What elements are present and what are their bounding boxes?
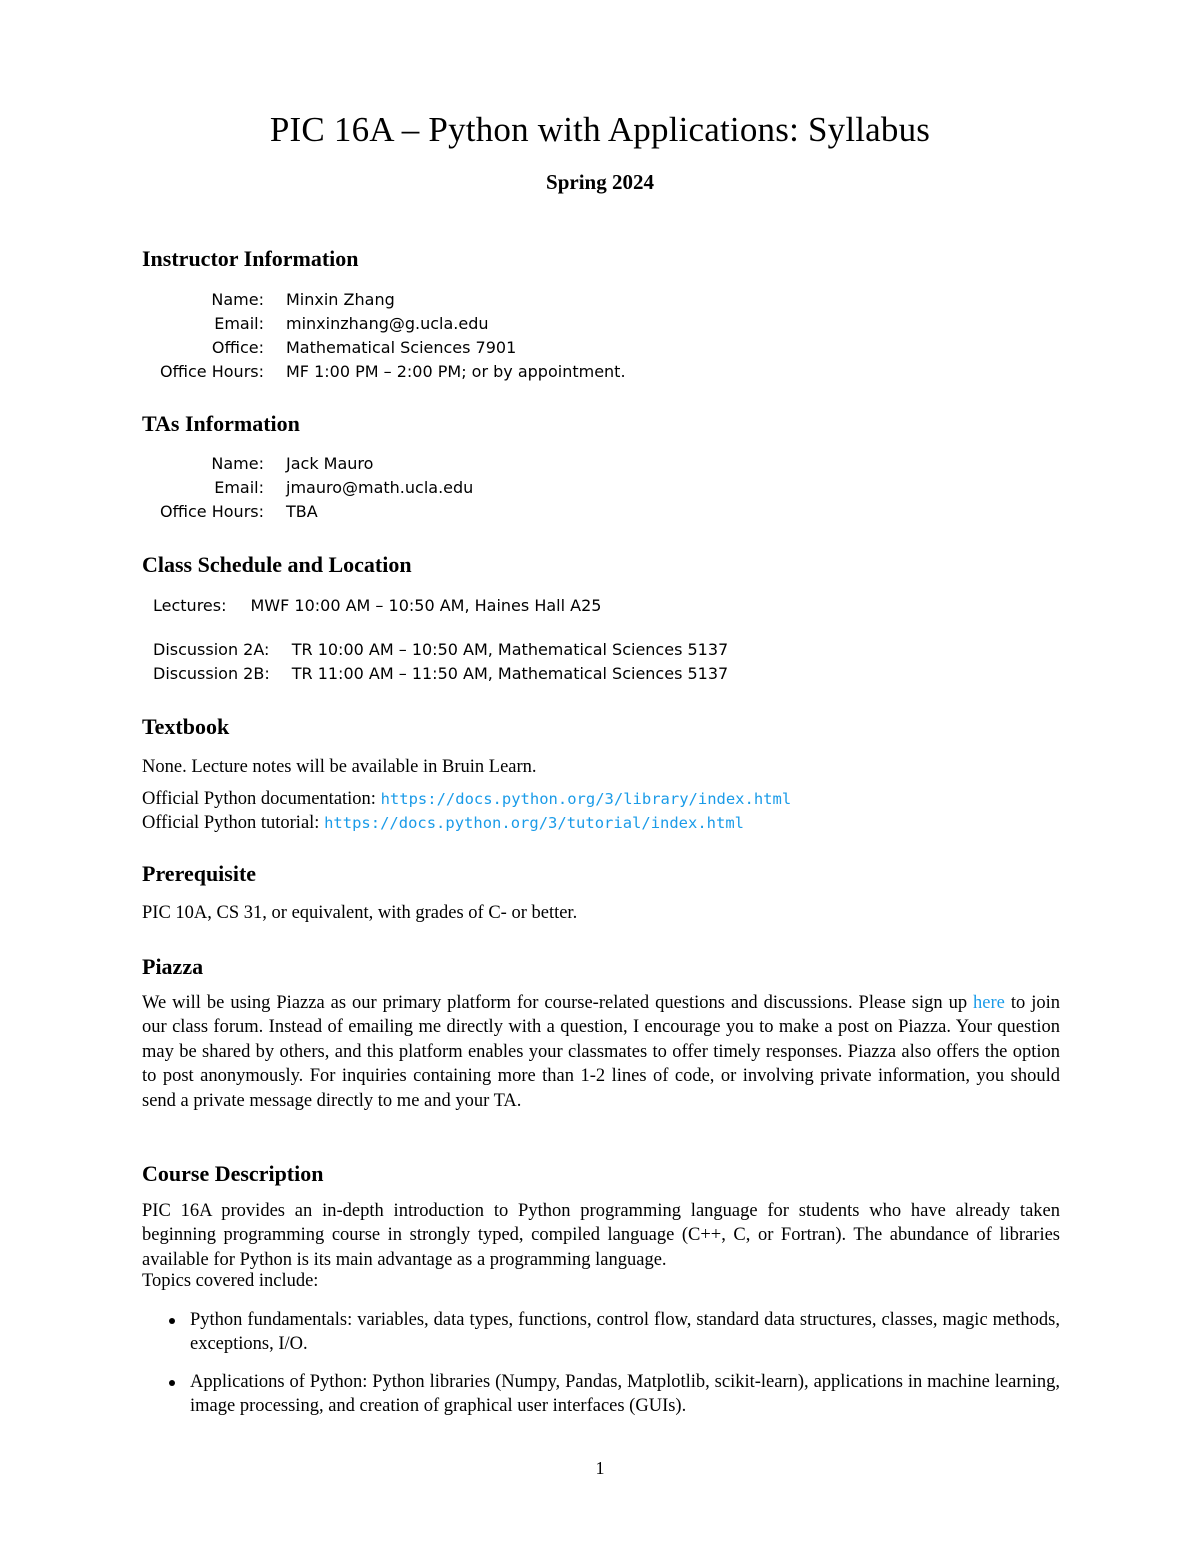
lecture-value: MWF 10:00 AM – 10:50 AM, Haines Hall A25 bbox=[250, 596, 602, 615]
instructor-email-value: minxinzhang@g.ucla.edu bbox=[286, 314, 489, 333]
document-title: PIC 16A – Python with Applications: Syllabus bbox=[269, 110, 931, 149]
piazza-text-before: We will be using Piazza as our primary platform for course-related questions and discussions. Please sign up bbox=[142, 993, 974, 1013]
python-docs-link[interactable]: https://docs.python.org/3/library/index.html bbox=[380, 790, 792, 808]
bullet-dot-icon bbox=[169, 1318, 175, 1324]
discussion-2b-label: Discussion 2B: bbox=[153, 664, 270, 683]
ta-hours-value: TBA bbox=[286, 502, 318, 521]
python-tutorial-link[interactable]: https://docs.python.org/3/tutorial/index.html bbox=[324, 814, 745, 832]
python-docs-label: Official Python documentation: bbox=[142, 789, 381, 809]
piazza-signup-link[interactable]: here bbox=[973, 993, 1005, 1013]
textbook-heading: Textbook bbox=[142, 714, 230, 739]
instructor-info-table bbox=[150, 288, 626, 384]
instructor-hours-value: MF 1:00 PM – 2:00 PM; or by appointment. bbox=[286, 362, 626, 381]
topics-list bbox=[142, 1308, 1060, 1432]
python-docs-line bbox=[142, 787, 791, 811]
term-subtitle: Spring 2024 bbox=[546, 170, 654, 194]
schedule-heading: Class Schedule and Location bbox=[142, 552, 412, 577]
prerequisite-text: PIC 10A, CS 31, or equivalent, with grades of C- or better. bbox=[142, 903, 578, 923]
ta-email-value: jmauro@math.ucla.edu bbox=[286, 478, 474, 497]
topics-intro: Topics covered include: bbox=[142, 1271, 319, 1291]
ta-name-label: Name: bbox=[211, 454, 264, 473]
prerequisite-heading: Prerequisite bbox=[142, 861, 257, 886]
instructor-office-value: Mathematical Sciences 7901 bbox=[286, 338, 517, 357]
piazza-heading: Piazza bbox=[142, 954, 204, 979]
discussion-2a-label: Discussion 2A: bbox=[153, 640, 270, 659]
instructor-name-label: Name: bbox=[211, 290, 264, 309]
tas-heading: TAs Information bbox=[142, 411, 300, 436]
instructor-heading: Instructor Information bbox=[142, 246, 359, 271]
page-number: 1 bbox=[595, 1458, 605, 1478]
topic-text: Python fundamentals: variables, data types, functions, control flow, standard data structures, classes, magic methods, exceptions, I/O. bbox=[190, 1310, 1060, 1355]
lecture-row bbox=[153, 594, 601, 618]
instructor-email-label: Email: bbox=[214, 314, 264, 333]
topic-text: Applications of Python: Python libraries (Numpy, Pandas, Matplotlib, scikit-learn), applications in machine learning, image processing, and creation of graphical user interfaces (GUIs). bbox=[190, 1371, 1060, 1417]
description-paragraph: PIC 16A provides an in-depth introduction to Python programming language for students who have already taken beginning programming course in strongly typed, compiled language (C++, C, or Fortran). The abundance of libraries available for Python is its main advantage as a programming language. bbox=[142, 1201, 1060, 1270]
discussion-2b-value: TR 11:00 AM – 11:50 AM, Mathematical Sciences 5137 bbox=[291, 664, 729, 683]
ta-name-value: Jack Mauro bbox=[286, 454, 374, 473]
instructor-name-value: Minxin Zhang bbox=[286, 290, 395, 309]
python-tutorial-line bbox=[142, 811, 744, 835]
topic-item bbox=[142, 1370, 1060, 1419]
discussion-2a-value: TR 10:00 AM – 10:50 AM, Mathematical Sciences 5137 bbox=[291, 640, 729, 659]
instructor-hours-label: Office Hours: bbox=[159, 362, 264, 381]
textbook-note: None. Lecture notes will be available in Bruin Learn. bbox=[142, 757, 537, 777]
discussion-table bbox=[153, 638, 728, 686]
lecture-label: Lectures: bbox=[153, 596, 227, 615]
ta-hours-label: Office Hours: bbox=[159, 502, 264, 521]
description-heading: Course Description bbox=[142, 1161, 324, 1186]
instructor-office-label: Office: bbox=[211, 338, 264, 357]
piazza-paragraph bbox=[142, 991, 1060, 1113]
piazza-text-after: to join our class forum. Instead of emailing me directly with a question, I encourage you to make a post on Piazza. Your question may be shared by others, and this platform enables your classmates to offer timely responses. Piazza also offers the option to post anonymously. For inquiries containing more than 1-2 lines of code, or involving private information, you should send a private message directly to me and your TA. bbox=[142, 993, 1060, 1111]
topic-item bbox=[142, 1308, 1060, 1357]
ta-info-table bbox=[150, 452, 473, 524]
bullet-dot-icon bbox=[169, 1380, 175, 1386]
python-tutorial-label: Official Python tutorial: bbox=[142, 813, 325, 833]
ta-email-label: Email: bbox=[214, 478, 264, 497]
